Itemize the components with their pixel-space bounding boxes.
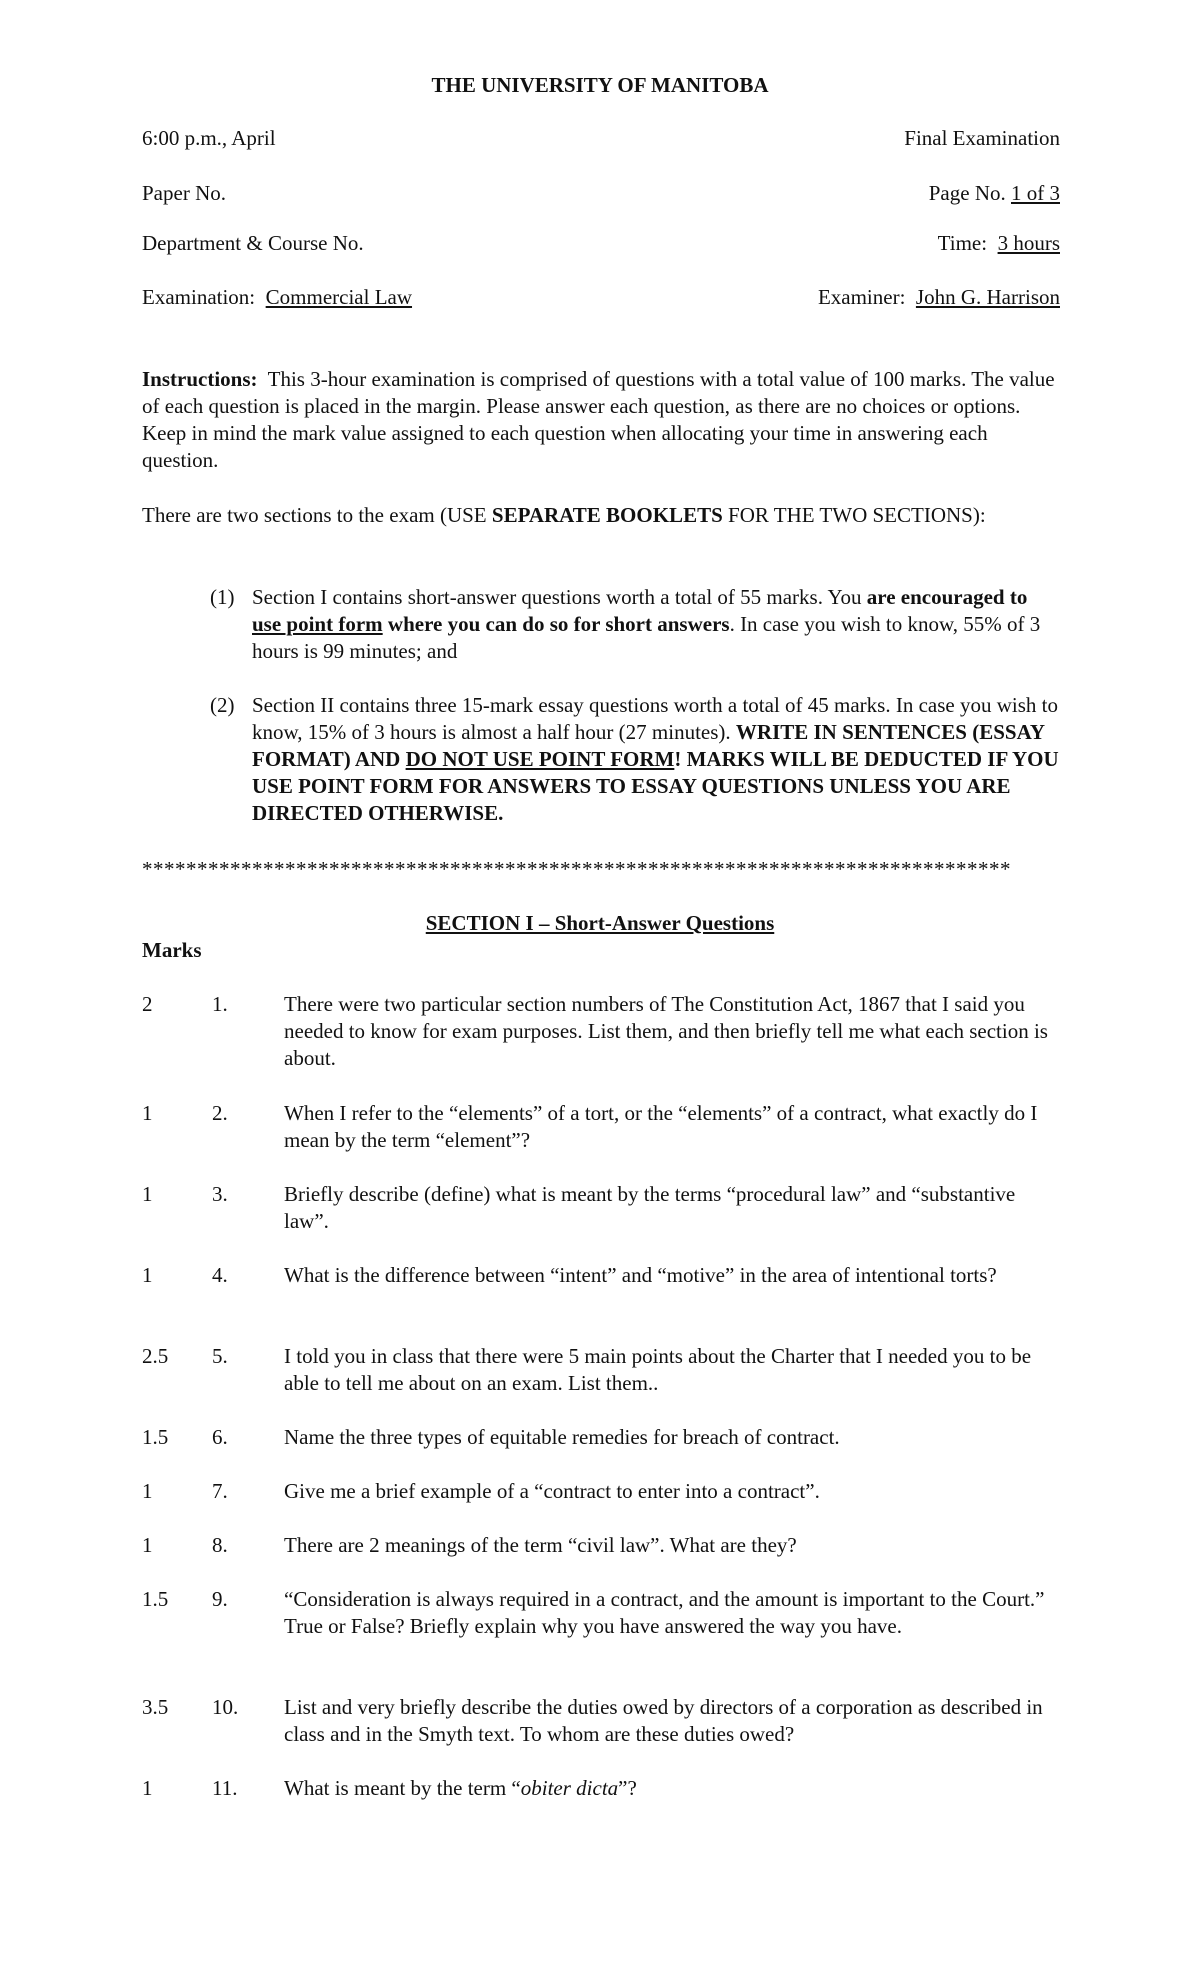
question-marks: 1 (142, 1101, 153, 1125)
question-9 (142, 1586, 1060, 1640)
instruction-item-2-number: (2) (210, 693, 235, 717)
paper-no-label: Paper No. (142, 181, 226, 205)
dept-label: Department & Course No. (142, 231, 364, 255)
question-marks: 2.5 (142, 1344, 169, 1368)
header-row-3 (142, 230, 1060, 257)
question-1 (142, 991, 1060, 1072)
instruction-item-1-text (252, 584, 1060, 665)
instruction-item-1 (210, 584, 1060, 665)
question-number: 5. (212, 1344, 228, 1368)
question-text: What is the difference between “intent” and “motive” in the area of intentional torts? (284, 1263, 997, 1287)
question-text: I told you in class that there were 5 main points about the Charter that I needed you to be able to tell me about on an exam. List them.. (284, 1344, 1032, 1395)
time-value: 3 hours (997, 231, 1060, 255)
header-row-1 (142, 125, 1060, 152)
question-text: Give me a brief example of a “contract to enter into a contract”. (284, 1479, 820, 1503)
marks-column-heading: Marks (142, 938, 202, 962)
item1-text-e: . In case you wish to know, 55% of 3 hours is 99 minutes; and (252, 612, 1041, 663)
sections-intro-text-1: There are two sections to the exam (USE (142, 503, 492, 527)
item2-text-b: WRITE IN SENTENCES (ESSAY FORMAT) AND (252, 720, 1045, 771)
question-marks: 1 (142, 1776, 153, 1800)
asterisk-divider: ******************************************************************************* (142, 857, 1011, 881)
question-marks: 1.5 (142, 1587, 169, 1611)
question-4 (142, 1262, 1060, 1289)
question-10 (142, 1694, 1060, 1748)
question-number: 7. (212, 1479, 228, 1503)
question-marks: 2 (142, 992, 153, 1016)
item1-text-a: Section I contains short-answer questions worth a total of 55 marks. You (252, 585, 867, 609)
instructions-label: Instructions: (142, 367, 258, 391)
exam-time-date: 6:00 p.m., April (142, 126, 276, 150)
question-text: There are 2 meanings of the term “civil law”. What are they? (284, 1533, 797, 1557)
university-title: THE UNIVERSITY OF MANITOBA (431, 73, 769, 97)
page-no-label: Page No. (928, 181, 1006, 205)
exam-name (142, 284, 412, 311)
question-marks: 3.5 (142, 1695, 169, 1719)
instructions-text: This 3-hour examination is comprised of questions with a total value of 100 marks. The value of each question is placed in the margin. Please answer each question, as there are no choices or options. Keep in mind the mark value assigned to each question when allocating your time in answering each question. (142, 367, 1055, 472)
question-text (284, 1775, 1060, 1802)
question-number: 8. (212, 1533, 228, 1557)
question-number: 6. (212, 1425, 228, 1449)
question-marks: 1 (142, 1533, 153, 1557)
question-marks: 1.5 (142, 1425, 169, 1449)
examiner-value: John G. Harrison (915, 285, 1060, 309)
item1-text-b: are encouraged to (866, 585, 1028, 609)
page-no-value: 1 of 3 (1011, 181, 1060, 205)
question-number: 4. (212, 1263, 228, 1287)
sections-intro (142, 502, 1060, 529)
section-1-heading (0, 910, 1200, 937)
question-6 (142, 1424, 1060, 1451)
time-label: Time: (937, 231, 988, 255)
question-text: “Consideration is always required in a contract, and the amount is important to the Court.” True or False? Briefly explain why you have answered the way you have. (284, 1587, 1045, 1638)
header-row-4 (142, 284, 1060, 311)
time-allowed (938, 230, 1060, 257)
item1-text-c: use point form (252, 612, 383, 636)
question-number: 11. (212, 1776, 238, 1800)
question-marks: 1 (142, 1263, 153, 1287)
question-11-italic-term: obiter dicta (520, 1776, 619, 1800)
exam-type: Final Examination (904, 126, 1060, 150)
item2-text-c: DO NOT USE POINT FORM (405, 747, 675, 771)
question-number: 3. (212, 1182, 228, 1206)
header-row-2 (142, 180, 1060, 207)
question-8 (142, 1532, 1060, 1559)
section-1-heading-text: SECTION I – Short-Answer Questions (425, 911, 775, 935)
instruction-item-1-number: (1) (210, 585, 235, 609)
question-number: 2. (212, 1101, 228, 1125)
item2-text-d: ! MARKS WILL BE DEDUCTED IF YOU USE POINT FORM FOR ANSWERS TO ESSAY QUESTIONS UNLESS YOU ARE DIRECTED OTHERWISE. (252, 747, 1059, 825)
question-text: There were two particular section numbers of The Constitution Act, 1867 that I said you needed to know for exam purposes. List them, and then briefly tell me what each section is about. (284, 992, 1048, 1070)
item1-text-d: where you can do so for short answers (382, 612, 730, 636)
question-text: When I refer to the “elements” of a tort, or the “elements” of a contract, what exactly do I mean by the term “element”? (284, 1101, 1038, 1152)
question-number: 9. (212, 1587, 228, 1611)
question-5 (142, 1343, 1060, 1397)
question-11-text-b: ”? (618, 1776, 637, 1800)
question-marks: 1 (142, 1479, 153, 1503)
instructions-paragraph (142, 366, 1060, 474)
examiner-label: Examiner: (817, 285, 906, 309)
question-11-text-a: What is meant by the term “ (284, 1776, 521, 1800)
instruction-item-2-text (252, 692, 1060, 827)
question-marks: 1 (142, 1182, 153, 1206)
question-number: 10. (212, 1695, 239, 1719)
page-no (929, 180, 1060, 207)
examiner (818, 284, 1060, 311)
question-3 (142, 1181, 1060, 1235)
question-text: Name the three types of equitable remedies for breach of contract. (284, 1425, 840, 1449)
sections-intro-text-2: FOR THE TWO SECTIONS): (722, 503, 986, 527)
question-number: 1. (212, 992, 228, 1016)
question-2 (142, 1100, 1060, 1154)
exam-value: Commercial Law (265, 285, 413, 309)
sections-intro-bold: SEPARATE BOOKLETS (491, 503, 723, 527)
instruction-item-2 (210, 692, 1060, 827)
question-11 (142, 1775, 1060, 1802)
question-text: Briefly describe (define) what is meant by the terms “procedural law” and “substantive law”. (284, 1182, 1016, 1233)
item2-text-a: Section II contains three 15-mark essay questions worth a total of 45 marks. In case you wish to know, 15% of 3 hours is almost a half hour (27 minutes). (252, 693, 1058, 744)
exam-label: Examination: (142, 285, 256, 309)
question-text: List and very briefly describe the duties owed by directors of a corporation as described in class and in the Smyth text. To whom are these duties owed? (284, 1695, 1043, 1746)
question-7 (142, 1478, 1060, 1505)
